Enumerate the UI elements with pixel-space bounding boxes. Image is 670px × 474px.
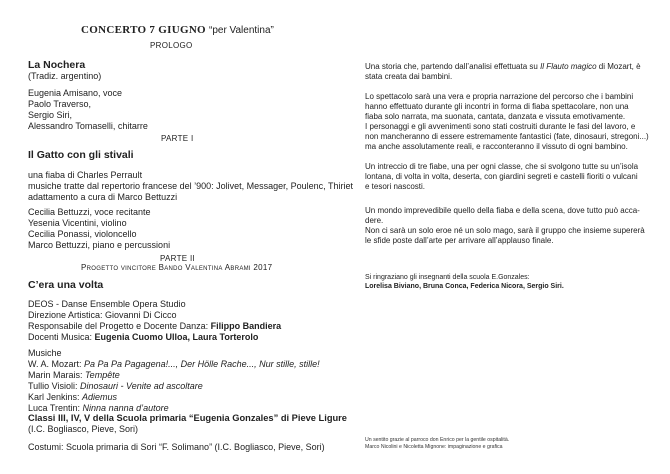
concert-title: CONCERTO 7 GIUGNO “per Valentina” xyxy=(81,24,274,36)
paragraph-4: Un mondo imprevedibile quello della fiaba e della scena, dove tutto può acca- dere. Non ci sarà un solo eroe né un solo mago, sarà il gruppo che insieme supererà le sfide poste dall’arte per arrivare all’applauso finale. xyxy=(365,206,645,245)
classi-line: Classi III, IV, V della Scuola primaria “Eugenia Gonzales” di Pieve Ligure xyxy=(28,413,347,423)
paragraph-3: Un intreccio di tre fiabe, una per ogni classe, che si svolgono tutte su un’isola lontana, di volta in volta, deserta, con giardini segreti e castelli fioriti o vulcani e tesori nascosti. xyxy=(365,162,639,191)
right-page xyxy=(335,0,670,474)
nochera-subtitle: (Tradiz. argentino) xyxy=(28,71,102,81)
progetto-line: Progetto vincitore Bando Valentina Abrami 2017 xyxy=(81,263,273,272)
credits-block: DEOS - Danse Ensemble Opera Studio Direzione Artistica: Giovanni Di Cicco Responsabile del Progetto e Docente Danza: Filippo Bandiera Docenti Musica: Eugenia Cuomo Ulloa, Laura Torterolo xyxy=(28,299,282,342)
musiche-list: Musiche W. A. Mozart: Pa Pa Pa Pagagena!..., Der Hölle Rache..., Nur stille, stille! Marin Marais: Tempête Tullio Visioli: Dinosauri - Venite ad ascoltare Karl Jenkins: Adiemus Luca Trentin: Ninna nanna d’autore xyxy=(28,348,320,413)
costumi-line: Costumi: Scuola primaria di Sori “F. Solimano” (I.C. Bogliasco, Pieve, Sori) xyxy=(28,442,325,452)
paragraph-1: Una storia che, partendo dall’analisi effettuata su Il Flauto magico di Mozart, è stata creata dai bambini. xyxy=(365,62,641,81)
classi-subline: (I.C. Bogliasco, Pieve, Sori) xyxy=(28,424,139,434)
parte1-heading: PARTE I xyxy=(161,134,194,143)
nochera-title: La Nochera xyxy=(28,59,86,71)
thanks-block: Si ringraziano gli insegnanti della scuola E.Gonzales: Lorelisa Biviano, Bruna Conca, Federica Nicora, Sergio Siri. xyxy=(365,274,564,290)
paragraph-2: Lo spettacolo sarà una vera e propria narrazione del percorso che i bambini hanno effettuato durante gli incontri in forma di fiaba spettacolare, non una fiaba solo narrata, ma suonata, cantata, danzata e vissuta emotivamente. I personaggi e gli avvenimenti sono stati costruiti durante le fasi del lavoro, e non mancheranno di essere estremamente fantastici (fate, dinosauri, stregoni...) ma anche assolutamente reali, e racconteranno il vissuto di ogni bambino. xyxy=(365,92,649,151)
gatto-title: Il Gatto con gli stivali xyxy=(28,149,134,161)
gatto-cast: Cecilia Bettuzzi, voce recitante Yesenia Vicentini, violino Cecilia Ponassi, violoncello Marco Bettuzzi, piano e percussioni xyxy=(28,207,171,250)
gatto-description: una fiaba di Charles Perrault musiche tratte dal repertorio francese del ’900: Jolivet, Messager, Poulenc, Thiriet adattamento a cura di Marco Bettuzzi xyxy=(28,170,353,202)
prologo-heading: PROLOGO xyxy=(150,41,193,50)
cera-title: C’era una volta xyxy=(28,279,104,291)
footer-credits: Un sentito grazie al parroco don Enrico per la gentile ospitalità. Marco Nicolini e Nicoletta Mignone: impaginazione e grafica xyxy=(365,437,510,450)
nochera-cast: Eugenia Amisano, voce Paolo Traverso, Sergio Siri, Alessandro Tomaselli, chitarre xyxy=(28,88,148,131)
parte2-heading: PARTE II xyxy=(160,254,196,263)
